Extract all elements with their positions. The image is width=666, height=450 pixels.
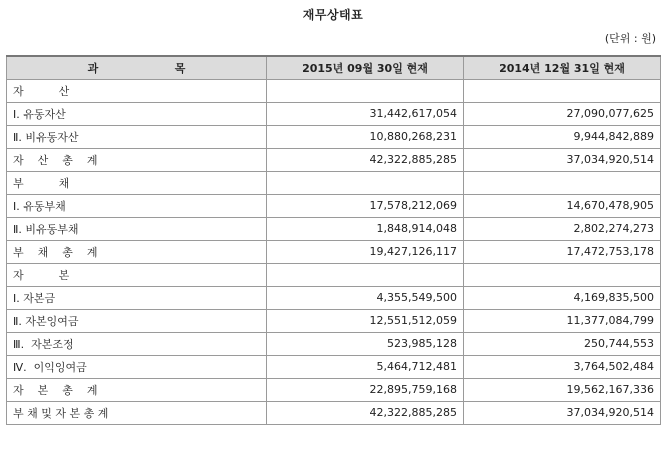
value-2014: 14,670,478,905 [464, 194, 661, 217]
table-row [7, 217, 661, 240]
value-2015: 10,880,268,231 [267, 125, 464, 148]
row-label: 자 본 총 계 [7, 378, 267, 401]
value-2015: 22,895,759,168 [267, 378, 464, 401]
value-2015: 17,578,212,069 [267, 194, 464, 217]
value-2014 [464, 79, 661, 102]
row-label: Ⅰ. 유동자산 [7, 102, 267, 125]
value-2014: 37,034,920,514 [464, 148, 661, 171]
value-2015: 1,848,914,048 [267, 217, 464, 240]
table-row [7, 125, 661, 148]
value-2014: 17,472,753,178 [464, 240, 661, 263]
value-2014: 3,764,502,484 [464, 355, 661, 378]
table-row [7, 378, 661, 401]
table-row [7, 332, 661, 355]
value-2014: 37,034,920,514 [464, 401, 661, 424]
value-2014: 250,744,553 [464, 332, 661, 355]
value-2015: 19,427,126,117 [267, 240, 464, 263]
table-row [7, 171, 661, 194]
table-row [7, 401, 661, 424]
column-header-2015: 2015년 09월 30일 현재 [267, 56, 464, 79]
page-title: 재무상태표 [302, 8, 364, 22]
value-2014: 27,090,077,625 [464, 102, 661, 125]
column-header-account: 과 목 [7, 56, 267, 79]
table-row [7, 102, 661, 125]
value-2014: 9,944,842,889 [464, 125, 661, 148]
row-label: Ⅲ. 자본조정 [7, 332, 267, 355]
value-2015: 31,442,617,054 [267, 102, 464, 125]
value-2014 [464, 263, 661, 286]
value-2015 [267, 79, 464, 102]
table-header-row [7, 56, 661, 79]
table-row [7, 240, 661, 263]
row-label: Ⅰ. 유동부채 [7, 194, 267, 217]
table-row [7, 79, 661, 102]
value-2015 [267, 171, 464, 194]
table-row [7, 148, 661, 171]
value-2014: 11,377,084,799 [464, 309, 661, 332]
value-2014: 4,169,835,500 [464, 286, 661, 309]
value-2014 [464, 171, 661, 194]
value-2014: 2,802,274,273 [464, 217, 661, 240]
table-row [7, 263, 661, 286]
row-label: Ⅱ. 비유동자산 [7, 125, 267, 148]
value-2014: 19,562,167,336 [464, 378, 661, 401]
table-row [7, 309, 661, 332]
balance-sheet-table [6, 55, 661, 425]
value-2015 [267, 263, 464, 286]
row-label: 부 채 및 자 본 총 계 [7, 401, 267, 424]
row-label: 자 산 총 계 [7, 148, 267, 171]
value-2015: 12,551,512,059 [267, 309, 464, 332]
table-row [7, 194, 661, 217]
row-label: 자 본 [7, 263, 267, 286]
value-2015: 4,355,549,500 [267, 286, 464, 309]
table-row [7, 355, 661, 378]
row-label: 부 채 [7, 171, 267, 194]
row-label: Ⅱ. 비유동부채 [7, 217, 267, 240]
row-label: Ⅳ. 이익잉여금 [7, 355, 267, 378]
value-2015: 5,464,712,481 [267, 355, 464, 378]
row-label: Ⅱ. 자본잉여금 [7, 309, 267, 332]
unit-note: (단위 : 원) [604, 32, 656, 45]
row-label: 부 채 총 계 [7, 240, 267, 263]
table-row [7, 286, 661, 309]
row-label: Ⅰ. 자본금 [7, 286, 267, 309]
value-2015: 42,322,885,285 [267, 401, 464, 424]
value-2015: 523,985,128 [267, 332, 464, 355]
row-label: 자 산 [7, 79, 267, 102]
value-2015: 42,322,885,285 [267, 148, 464, 171]
column-header-2014: 2014년 12월 31일 현재 [464, 56, 661, 79]
